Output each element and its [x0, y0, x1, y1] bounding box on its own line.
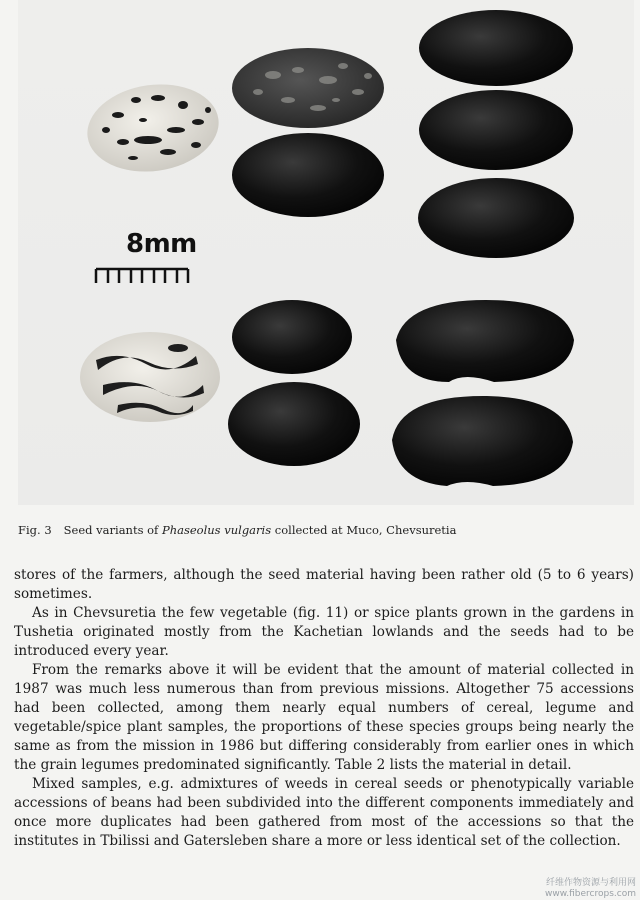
body-text — [14, 566, 634, 851]
caption-label: Fig. 3 — [18, 523, 52, 537]
kidney-seed — [392, 396, 573, 486]
figure-caption — [18, 523, 628, 537]
speckled-seed — [82, 76, 225, 180]
watermark-url: www.fibercrops.com — [545, 889, 636, 899]
scale-ruler — [96, 269, 188, 283]
dark-seed — [232, 300, 352, 374]
seed-photograph — [18, 0, 634, 505]
scale-label: 8mm — [126, 229, 197, 259]
caption-species: Phaseolus vulgaris — [161, 523, 272, 537]
paragraph: stores of the farmers, although the seed material having been rather old (5 to 6 years) sometimes. — [14, 567, 634, 602]
dark-seed — [228, 382, 360, 466]
watermark — [545, 878, 636, 900]
paragraph: From the remarks above it will be evident that the amount of material collected in 1987 was much less numerous than from previous missions. Altogether 75 accessions had been collected, among them nearly equal numbers of cereal, legume and vegetable/spice plant samples, the proportions of these species groups being nearly the same as from the mission in 1986 but differing considerably from earlier ones in which the grain legumes predominated significantly. Table 2 lists the material in detail. — [14, 662, 634, 773]
paragraph: Mixed samples, e.g. admixtures of weeds in cereal seeds or phenotypically variable accessions of beans had been subdivided into the different components immediately and once more duplicates had been gathered from most of the accessions so that the institutes in Tbilissi and Gatersleben share a more or less identical set of the collection. — [14, 776, 634, 849]
striped-seed — [80, 332, 220, 422]
dark-seed — [419, 10, 573, 86]
caption-location: collected at Muco, Chevsuretia — [274, 523, 457, 537]
seed-illustration — [18, 0, 634, 505]
paragraph: As in Chevsuretia the few vegetable (fig. 11) or spice plants grown in the gardens in Tushetia originated mostly from the Kachetian lowlands and the seeds had to be introduced every year. — [14, 605, 634, 659]
mottled-seed — [232, 48, 384, 128]
kidney-seed — [396, 300, 574, 382]
caption-text: Seed variants of — [63, 523, 159, 537]
watermark-line: 纤维作物资源与利用网 — [545, 878, 636, 888]
dark-seed — [419, 90, 573, 170]
dark-seed — [418, 178, 574, 258]
dark-seed — [232, 133, 384, 217]
